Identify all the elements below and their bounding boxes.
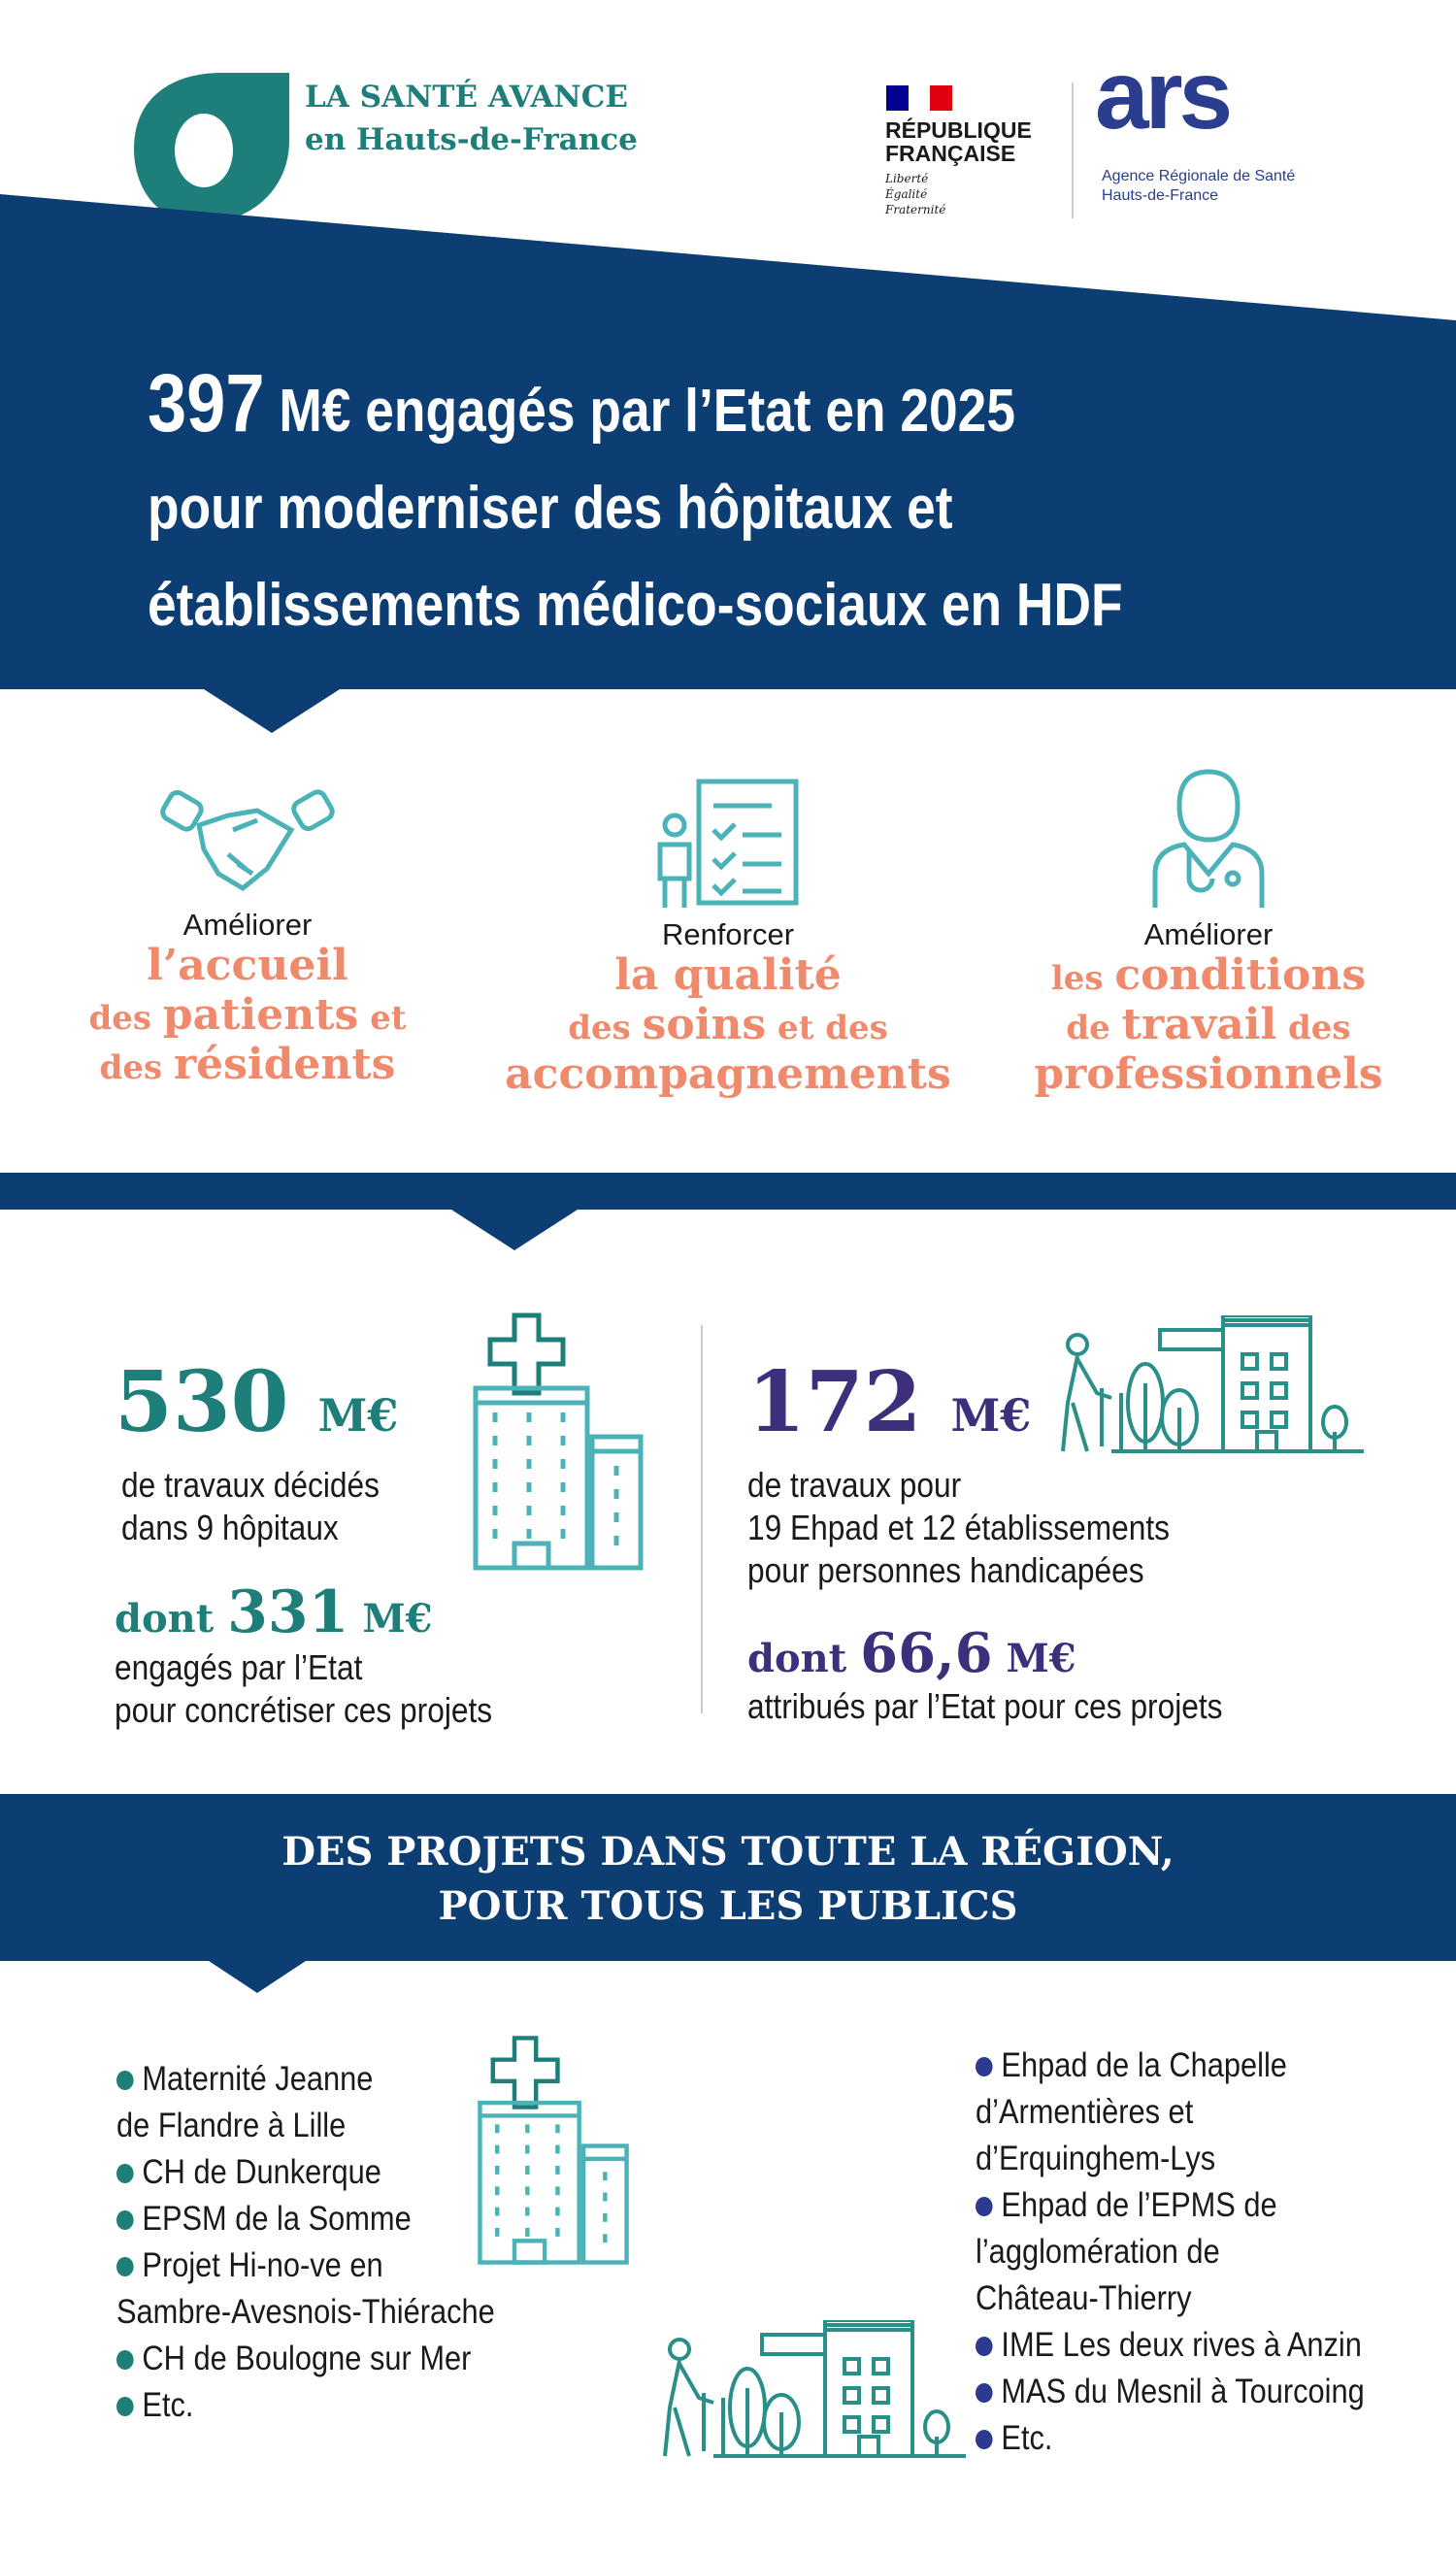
list-item-text: Etc. bbox=[1001, 2419, 1053, 2457]
bullet-icon bbox=[976, 2430, 993, 2449]
stat-unit: M€ bbox=[950, 1389, 1032, 1442]
list-item bbox=[976, 2229, 1365, 2275]
objective-text: et des bbox=[766, 1009, 888, 1047]
title-line3: établissements médico-sociaux en HDF bbox=[148, 572, 1123, 639]
list-item-text: d’Armentières et bbox=[976, 2093, 1194, 2131]
list-item-text: CH de Dunkerque bbox=[142, 2153, 381, 2191]
list-item-text: Château-Thierry bbox=[976, 2279, 1192, 2317]
list-item bbox=[976, 2089, 1365, 2136]
list-item bbox=[116, 2289, 495, 2336]
list-item bbox=[976, 2182, 1365, 2229]
objective-accueil bbox=[19, 777, 476, 1091]
bullet-icon bbox=[976, 2383, 993, 2403]
objective-emph: travail bbox=[1121, 1000, 1277, 1049]
bullet-icon bbox=[116, 2071, 134, 2090]
bullet-icon bbox=[116, 2164, 134, 2183]
list-item bbox=[116, 2242, 495, 2289]
list-item-text: l’agglomération de bbox=[976, 2233, 1220, 2271]
stat-sub-unit: M€ bbox=[362, 1596, 433, 1642]
objective-text: de bbox=[1066, 1009, 1122, 1047]
objective-text: les bbox=[1050, 959, 1115, 998]
objective-emph: résidents bbox=[173, 1040, 396, 1089]
list-item bbox=[116, 2056, 495, 2103]
ars-wordmark: ars bbox=[1095, 41, 1230, 149]
projects-title-line1: DES PROJETS DANS TOUTE LA RÉGION, bbox=[281, 1829, 1175, 1875]
stats-divider bbox=[701, 1325, 703, 1713]
objective-line1: l’accueil bbox=[147, 941, 348, 990]
list-item bbox=[116, 2382, 495, 2429]
list-item bbox=[976, 2275, 1365, 2322]
list-item bbox=[976, 2369, 1365, 2415]
objective-verb: Renforcer bbox=[661, 917, 795, 951]
stat-sub2: pour concrétiser ces projets bbox=[115, 1690, 493, 1730]
list-item-text: Sambre-Avesnois-Thiérache bbox=[116, 2293, 495, 2331]
objective-qualite bbox=[490, 777, 966, 1101]
title-line1: M€ engagés par l’Etat en 2025 bbox=[279, 378, 1015, 445]
hospital-building-icon bbox=[471, 1311, 645, 1573]
objective-emph: soins bbox=[642, 1000, 767, 1049]
list-item-text: IME Les deux rives à Anzin bbox=[1001, 2326, 1362, 2364]
objective-emph: professionnels bbox=[1034, 1049, 1383, 1099]
title-line2: pour moderniser des hôpitaux et bbox=[148, 475, 953, 542]
bullet-icon bbox=[976, 2337, 993, 2356]
list-item bbox=[976, 2415, 1365, 2462]
section-divider bbox=[0, 1173, 1456, 1250]
list-item bbox=[976, 2136, 1365, 2182]
list-item bbox=[116, 2336, 495, 2382]
hospital-projects-list bbox=[116, 2056, 495, 2429]
bullet-icon bbox=[116, 2397, 134, 2416]
stat-amount: 172 bbox=[747, 1353, 922, 1451]
stat-dont: dont bbox=[115, 1596, 215, 1642]
list-item-text: d’Erquinghem-Lys bbox=[976, 2140, 1216, 2177]
stat-desc1: de travaux pour bbox=[747, 1465, 962, 1505]
brand-line1: LA SANTÉ AVANCE bbox=[305, 80, 629, 115]
ars-line2: Hauts-de-France bbox=[1102, 187, 1219, 204]
objective-text: des bbox=[88, 999, 163, 1038]
list-item-text: Ehpad de l’EPMS de bbox=[1001, 2186, 1277, 2224]
objective-emph: patients bbox=[162, 990, 359, 1040]
motto-fraternite: Fraternité bbox=[885, 203, 946, 216]
marianne-flag-icon bbox=[886, 85, 952, 111]
stat-unit: M€ bbox=[317, 1389, 399, 1442]
motto-liberte: Liberté bbox=[885, 172, 929, 185]
stat-sub1: attribués par l’Etat pour ces projets bbox=[747, 1686, 1223, 1726]
bullet-icon bbox=[116, 2257, 134, 2276]
stat-sub1: engagés par l’Etat bbox=[115, 1647, 363, 1687]
stat-sub-unit: M€ bbox=[1006, 1636, 1076, 1681]
bullet-icon bbox=[976, 2057, 993, 2076]
objective-text: et bbox=[358, 999, 407, 1038]
stat-desc2: dans 9 hôpitaux bbox=[121, 1508, 339, 1547]
title-amount: 397 bbox=[148, 357, 265, 448]
list-item-text: Maternité Jeanne bbox=[142, 2060, 374, 2098]
list-item-text: de Flandre à Lille bbox=[116, 2107, 347, 2144]
bullet-icon bbox=[116, 2350, 134, 2370]
list-item bbox=[116, 2196, 495, 2242]
list-item-text: CH de Boulogne sur Mer bbox=[142, 2340, 472, 2377]
main-title bbox=[148, 354, 1123, 654]
objective-text: des bbox=[568, 1009, 643, 1047]
rf-line1: RÉPUBLIQUE bbox=[885, 117, 1032, 143]
brand-line2: en Hauts-de-France bbox=[305, 122, 638, 157]
objective-text: des bbox=[1276, 1009, 1351, 1047]
objective-verb: Améliorer bbox=[1143, 917, 1274, 951]
ars-line1: Agence Régionale de Santé bbox=[1102, 168, 1296, 184]
stat-dont: dont bbox=[747, 1636, 847, 1681]
ars-logo bbox=[1095, 41, 1230, 153]
projects-title bbox=[0, 1825, 1456, 1934]
rf-line2: FRANÇAISE bbox=[885, 141, 1016, 166]
hospital-building-icon bbox=[476, 2034, 631, 2267]
list-item-text: EPSM de la Somme bbox=[142, 2200, 412, 2238]
handshake-icon bbox=[160, 777, 335, 903]
list-item bbox=[116, 2103, 495, 2149]
motto-egalite: Égalité bbox=[885, 187, 928, 201]
stat-sub-amount: 331 bbox=[227, 1578, 349, 1646]
stat-desc3: pour personnes handicapées bbox=[747, 1550, 1144, 1590]
care-home-icon bbox=[1053, 1315, 1364, 1461]
bullet-icon bbox=[976, 2197, 993, 2216]
stat-sub-amount: 66,6 bbox=[860, 1621, 993, 1685]
list-item-text: Etc. bbox=[142, 2386, 194, 2424]
objective-line1: la qualité bbox=[614, 950, 842, 1000]
objective-emph: accompagnements bbox=[505, 1049, 951, 1099]
stat-desc2: 19 Ehpad et 12 établissements bbox=[747, 1508, 1171, 1547]
objective-verb: Améliorer bbox=[182, 908, 313, 942]
checklist-icon bbox=[650, 777, 806, 913]
objective-emph: conditions bbox=[1114, 950, 1367, 1000]
stat-desc1: de travaux décidés bbox=[121, 1465, 380, 1505]
medico-social-projects-list bbox=[976, 2042, 1365, 2462]
care-home-icon bbox=[655, 2320, 966, 2466]
list-item bbox=[976, 2042, 1365, 2089]
objective-text: des bbox=[99, 1048, 174, 1087]
objective-conditions bbox=[980, 767, 1437, 1101]
list-item-text: MAS du Mesnil à Tourcoing bbox=[1001, 2373, 1365, 2410]
stat-amount: 530 bbox=[115, 1353, 289, 1451]
list-item bbox=[976, 2322, 1365, 2369]
doctor-icon bbox=[1150, 767, 1267, 913]
list-item bbox=[116, 2149, 495, 2196]
list-item-text: Projet Hi-no-ve en bbox=[142, 2246, 383, 2284]
projects-title-line2: POUR TOUS LES PUBLICS bbox=[438, 1883, 1018, 1929]
bullet-icon bbox=[116, 2210, 134, 2230]
list-item-text: Ehpad de la Chapelle bbox=[1001, 2046, 1287, 2084]
brand-text bbox=[305, 76, 638, 161]
